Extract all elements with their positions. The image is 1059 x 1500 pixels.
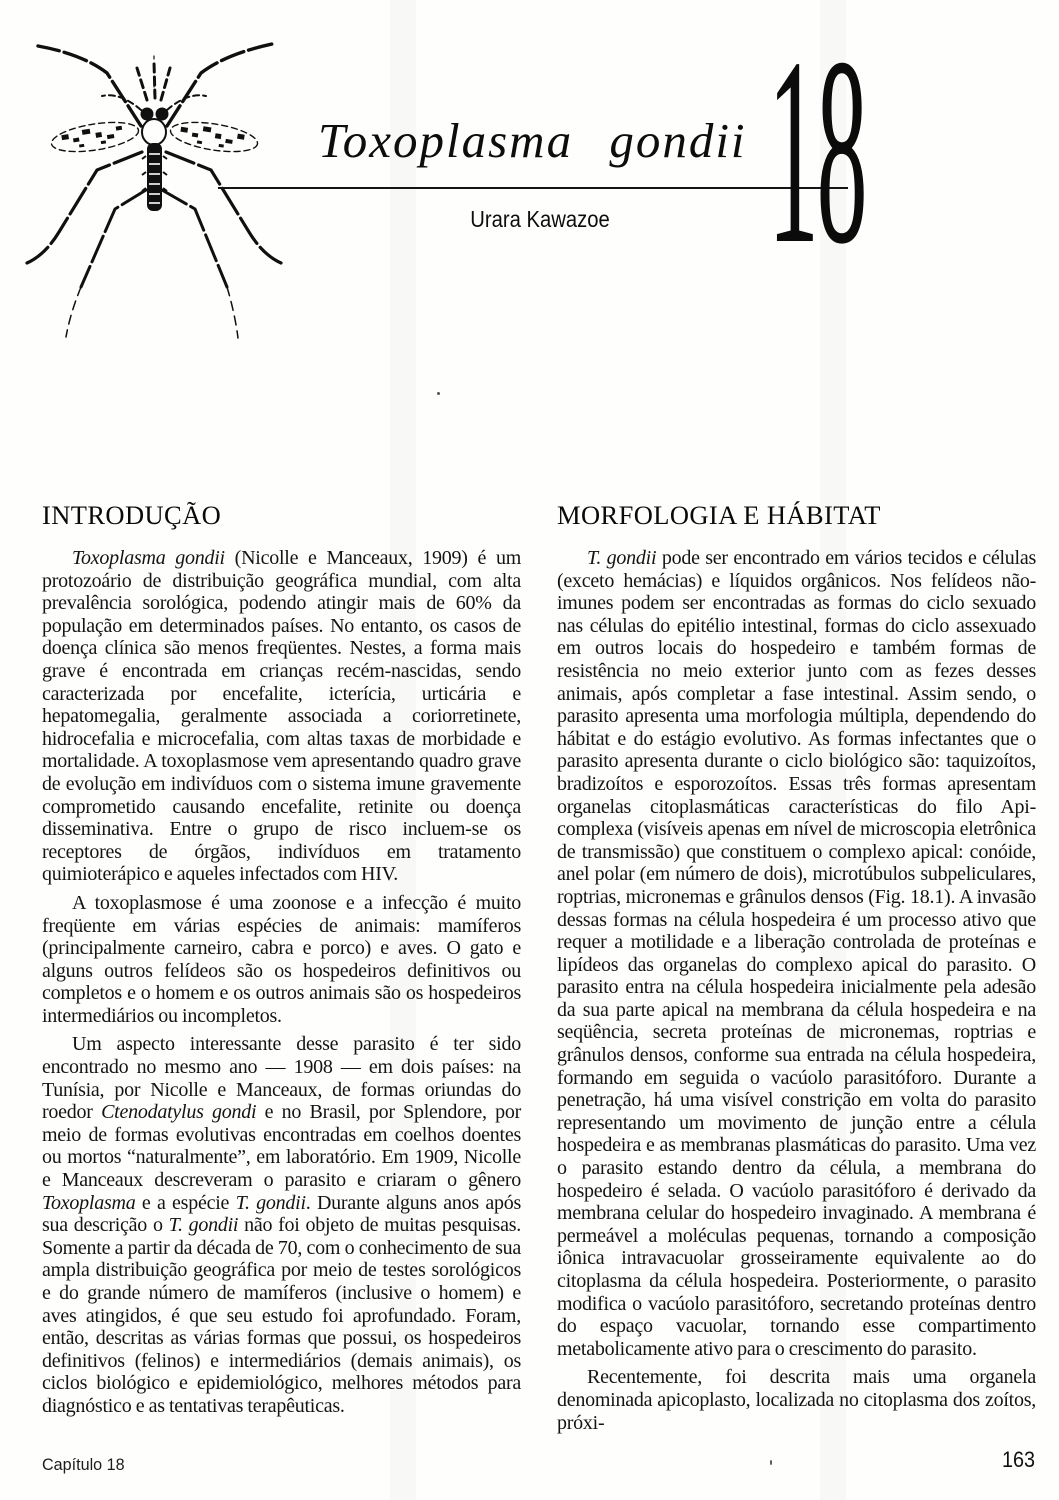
column-morfologia xyxy=(557,500,1036,1434)
paragraph: T. gondii pode ser encontrado em vários tecidos e células (exceto hemácias) e líquidos orgânicos. Nos felídeos não-imunes podem ser encontradas as formas do ciclo sexuado nas células do epitélio intestinal, formas do ciclo assexuado em outros locais do hospedeiro e também formas de resistência no meio exterior junto com as fezes desses animais, após completar a fase intestinal. Assim sendo, o parasito apresenta uma morfologia múltipla, dependendo do hábitat e do estágio evolutivo. As formas infectantes que o parasito apresenta durante o ciclo biológico são: taquizoítos, bradizoítos e esporozoítos. Essas três formas apresentam organelas citoplasmáticas características do filo Api-complexa (visíveis apenas em nível de microscopia eletrônica de transmissão) que constituem o complexo apical: conóide, anel polar (em número de dois), microtúbulos subpeliculares, roptrias, micronemas e grânulos densos (Fig. 18.1). A invasão dessas formas na célula hospedeira é um processo ativo que requer a motilidade e a liberação controlada de proteínas e lipídeos das organelas do complexo apical do parasito. O parasito entra na célula hospedeira inicialmente pela adesão da sua parte apical na membrana da célula hospedeira e na seqüência, secreta proteínas de micronemas, roptrias e grânulos densos, conforme sua entrada na célula hospedeira, formando em seguida o vacúolo parasitóforo. Durante a penetração, há uma visível constrição em volta do parasito representando um movimento de junção entre a célula hospedeira e as membranas plasmáticas do parasito. Uma vez o parasito estando dentro da célula, a membrana do hospedeiro é selada. O vacúolo parasitóforo é derivado da membrana celular do hospedeiro invaginado. A membrana é permeável a moléculas pequenas, tornando a composição iônica intravacuolar grosseiramente equivalente ao do citoplasma da célula hospedeira. Posteriormente, o parasito modifica o vacúolo parasitóforo, secretando proteínas dentro do espaço vacuolar, tornando esse compartimento metabolicamente ativo para o crescimento do parasito. xyxy=(557,547,1036,1360)
mosquito-icon xyxy=(20,40,288,340)
paragraph: Recentemente, foi descrita mais uma organela denominada apicoplasto, localizada no citoplasma dos zoítos, próxi- xyxy=(557,1366,1036,1434)
paragraph: Toxoplasma gondii (Nicolle e Manceaux, 1909) é um protozoário de distribuição geográfica mundial, com alta prevalência sorológica, podendo atingir mais de 60% da população em determinados países. No entanto, os casos de doença clínica são menos freqüentes. Nestes, a forma mais grave é encontrada em crianças recém-nascidas, sendo caracterizada por encefalite, icterícia, urticária e hepatomegalia, geralmente associada a coriorretinete, hidrocefalia e microcefalia, com altas taxas de morbidade e mortalidade. A toxoplasmose vem apresentando quadro grave de evolução em indivíduos com o sistema imune gravemente comprometido causando encefalite, retinite ou doença disseminativa. Entre o grupo de risco incluem-se os receptores de órgãos, indivíduos em tratamento quimioterápico e aqueles infectados com HIV. xyxy=(42,547,521,886)
body-text xyxy=(42,547,521,1418)
scan-speck xyxy=(770,1460,772,1465)
section-heading-morfologia: MORFOLOGIA E HÁBITAT xyxy=(557,500,881,530)
paragraph: A toxoplasmose é uma zoonose e a infecção é muito freqüente em várias espécies de animais: mamíferos (principalmente carneiro, cabra e porco) e aves. O gato e alguns outros felídeos são os hospedeiros definitivos ou completos e o homem e os outros animais são os hospedeiros intermediários ou incompletos. xyxy=(42,891,521,1027)
chapter-number: 18 xyxy=(768,2,866,299)
chapter-author: Urara Kawazoe xyxy=(470,206,610,232)
column-introduction xyxy=(42,500,521,1418)
title-rule xyxy=(218,187,848,189)
footer-chapter-label: Capítulo 18 xyxy=(42,1455,125,1474)
body-text xyxy=(557,547,1036,1434)
chapter-title: Toxoplasma gondii xyxy=(318,113,747,168)
section-heading-introducao: INTRODUÇÃO xyxy=(42,500,222,530)
footer-page-number: 163 xyxy=(1001,1447,1035,1472)
paragraph: Um aspecto interessante desse parasito é ter sido encontrado no mesmo ano — 1908 — em dois países: na Tunísia, por Nicolle e Manceaux, de formas oriundas do roedor Ctenodatylus gondi e no Brasil, por Splendore, por meio de formas evolutivas encontradas em coelhos doentes ou mortos “naturalmente”, em laboratório. Em 1909, Nicolle e Manceaux descreveram o parasito e criaram o gênero Toxoplasma e a espécie T. gondii. Durante alguns anos após sua descrição o T. gondii não foi objeto de muitas pesquisas. Somente a partir da década de 70, com o conhecimento de sua ampla distribuição geográfica por meio de testes sorológicos e do grande número de mamíferos (inclusive o homem) e aves atingidos, é que seu estudo foi aprofundado. Foram, então, descritas as várias formas que possui, os hospedeiros definitivos (felinos) e intermediários (demais animais), os ciclos biológico e epidemiológico, melhores métodos para diagnóstico e as tentativas terapêuticas. xyxy=(42,1033,521,1417)
scan-speck xyxy=(437,392,440,395)
